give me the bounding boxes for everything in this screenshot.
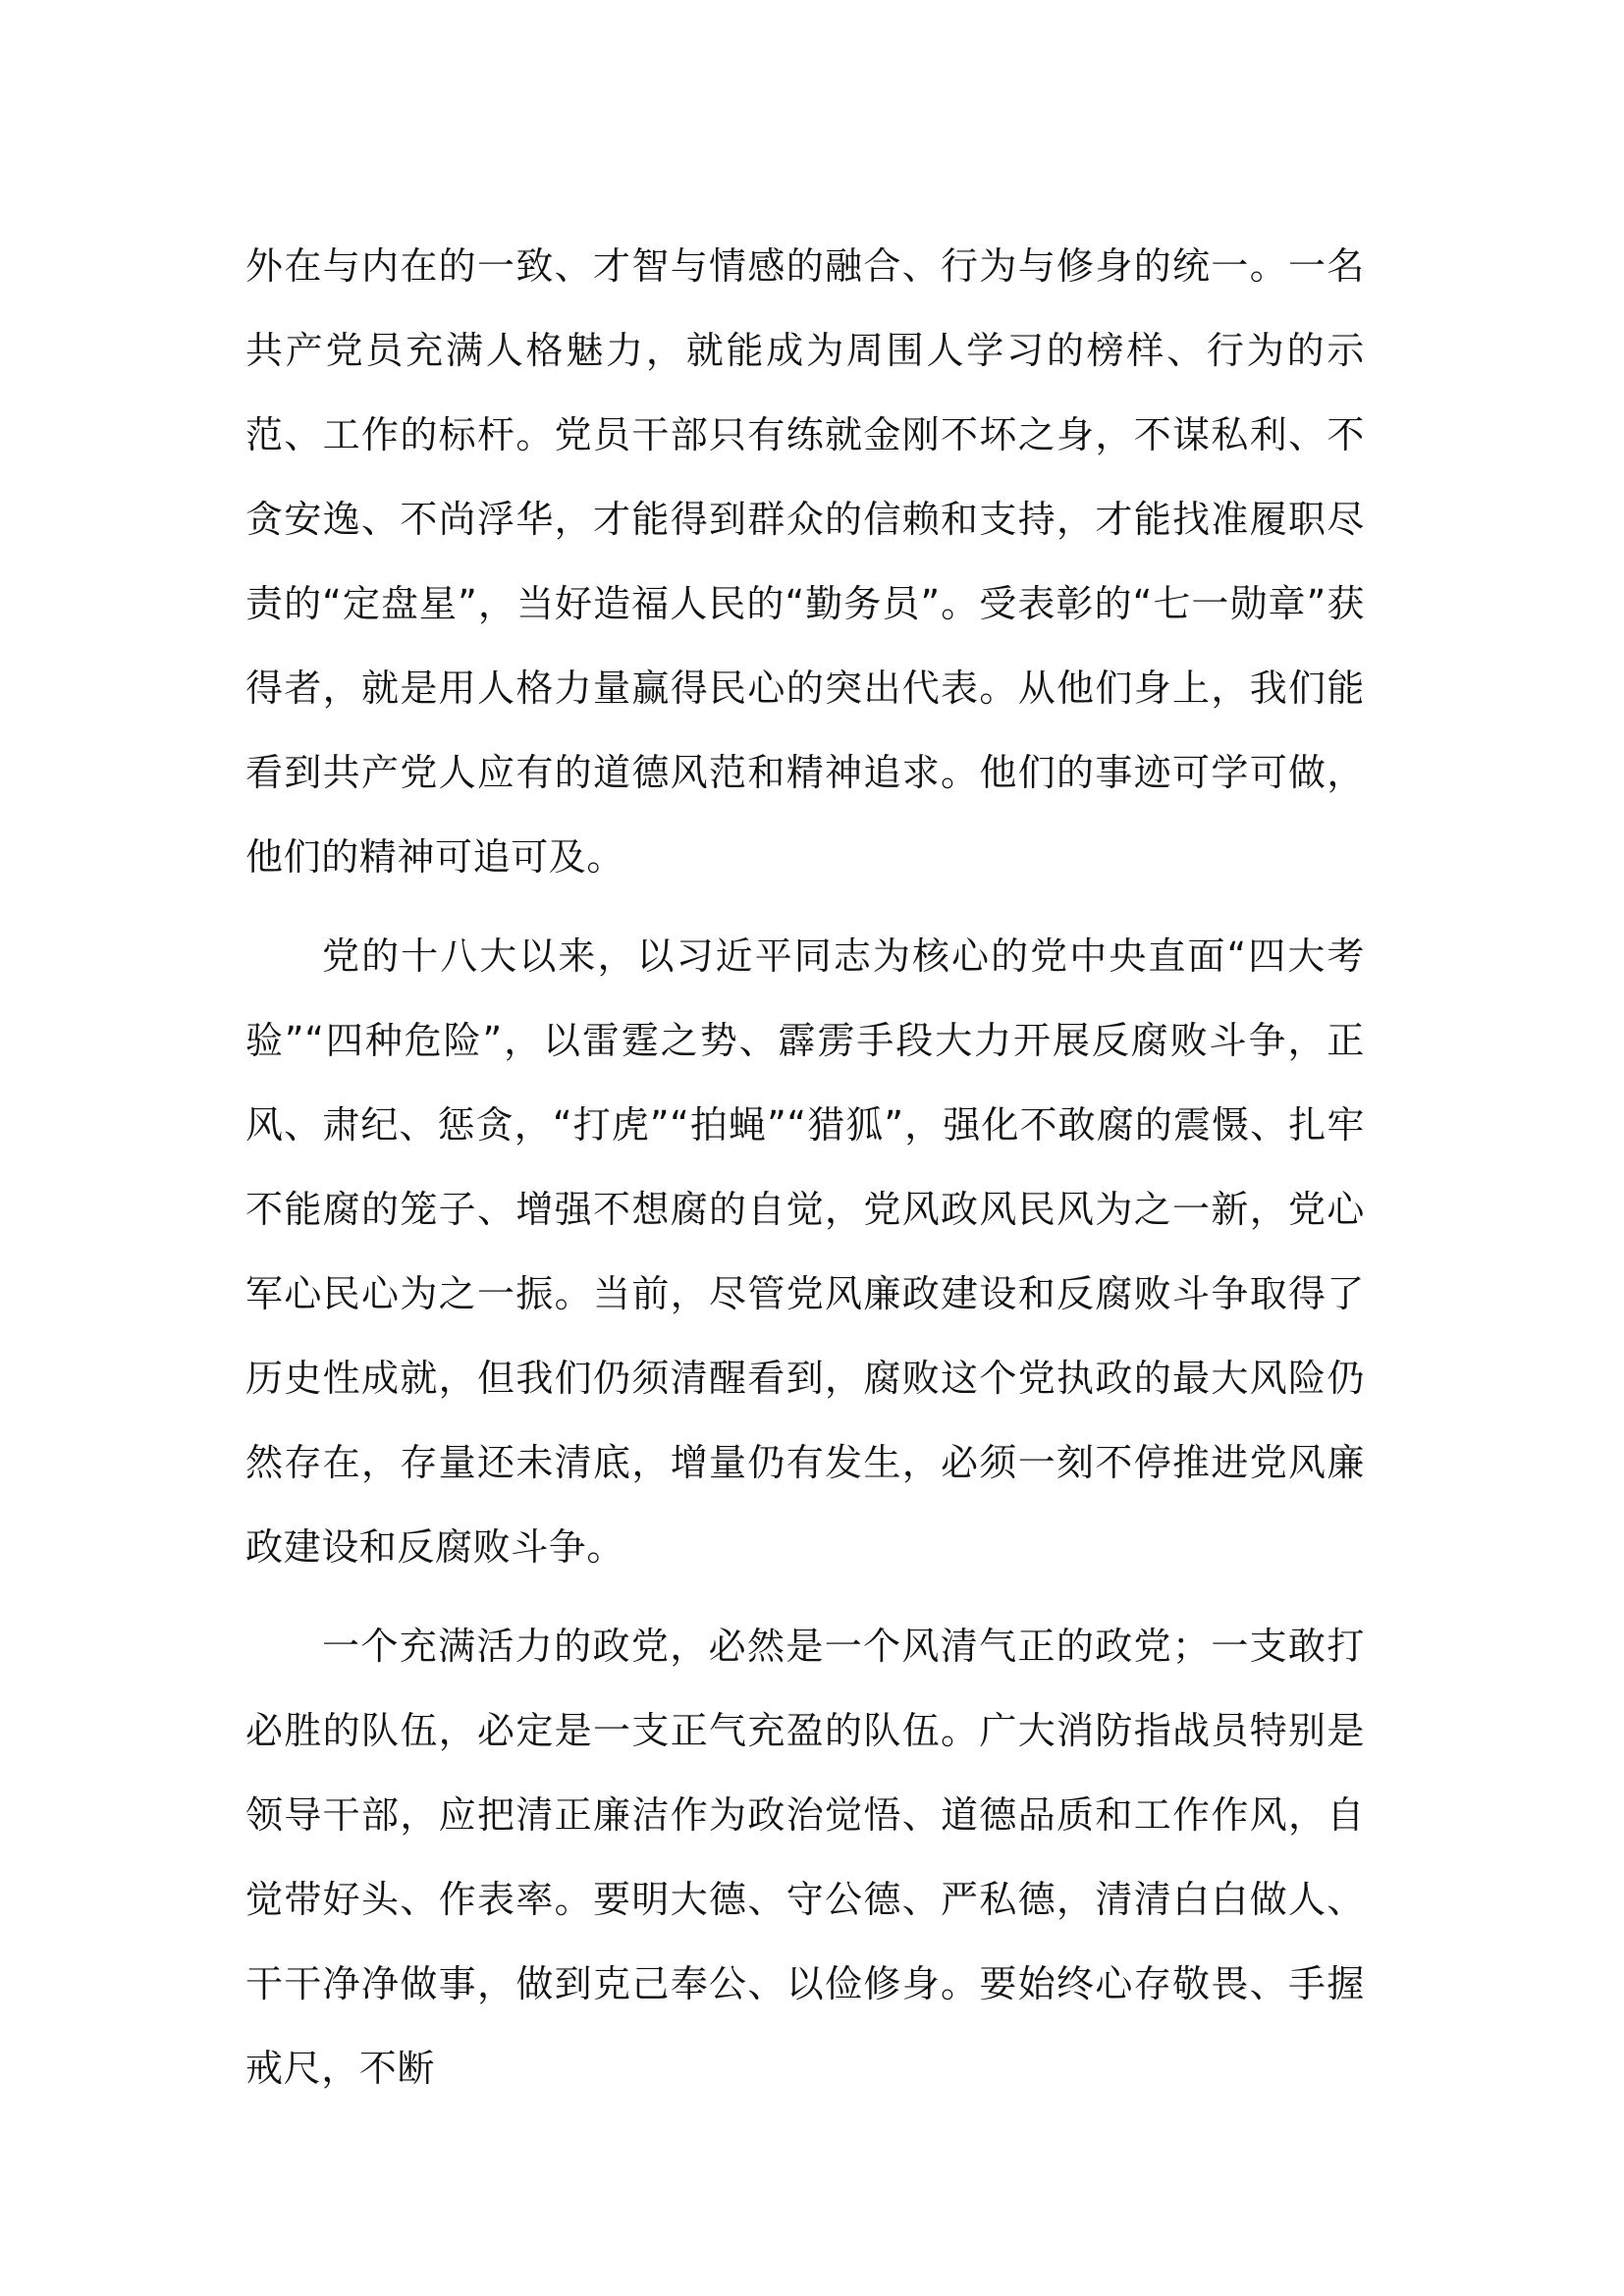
paragraph-1: 外在与内在的一致、才智与情感的融合、行为与修身的统一。一名共产党员充满人格魅力，就能成为周围人学习的榜样、行为的示范、工作的标杆。党员干部只有练就金刚不坏之身，不谋私利、不贪安逸、不尚浮华，才能得到群众的信赖和支持，才能找准履职尽责的“定盘星”，当好造福人民的“勤务员”。受表彰的“七一勋章”获得者，就是用人格力量赢得民心的突出代表。从他们身上，我们能看到共产党人应有的道德风范和精神追求。他们的事迹可学可做，他们的精神可追可及。 — [245, 244, 1365, 879]
paragraph-3: 一个充满活力的政党，必然是一个风清气正的政党；一支敢打必胜的队伍，必定是一支正气充盈的队伍。广大消防指战员特别是领导干部，应把清正廉洁作为政治觉悟、道德品质和工作作风，自觉带好头、作表率。要明大德、守公德、严私德，清清白白做人、干干净净做事，做到克己奉公、以俭修身。要始终心存敬畏、手握戒尺，不断 — [245, 1625, 1365, 2090]
document-body — [245, 224, 1365, 2110]
paragraph-2: 党的十八大以来，以习近平同志为核心的党中央直面“四大考验”“四种危险”，以雷霆之势、霹雳手段大力开展反腐败斗争，正风、肃纪、惩贪，“打虎”“拍蝇”“猎狐”，强化不敢腐的震慑、扎牢不能腐的笼子、增强不想腐的自觉，党风政风民风为之一新，党心军心民心为之一振。当前，尽管党风廉政建设和反腐败斗争取得了历史性成就，但我们仍须清醒看到，腐败这个党执政的最大风险仍然存在，存量还未清底，增量仍有发生，必须一刻不停推进党风廉政建设和反腐败斗争。 — [245, 934, 1365, 1569]
